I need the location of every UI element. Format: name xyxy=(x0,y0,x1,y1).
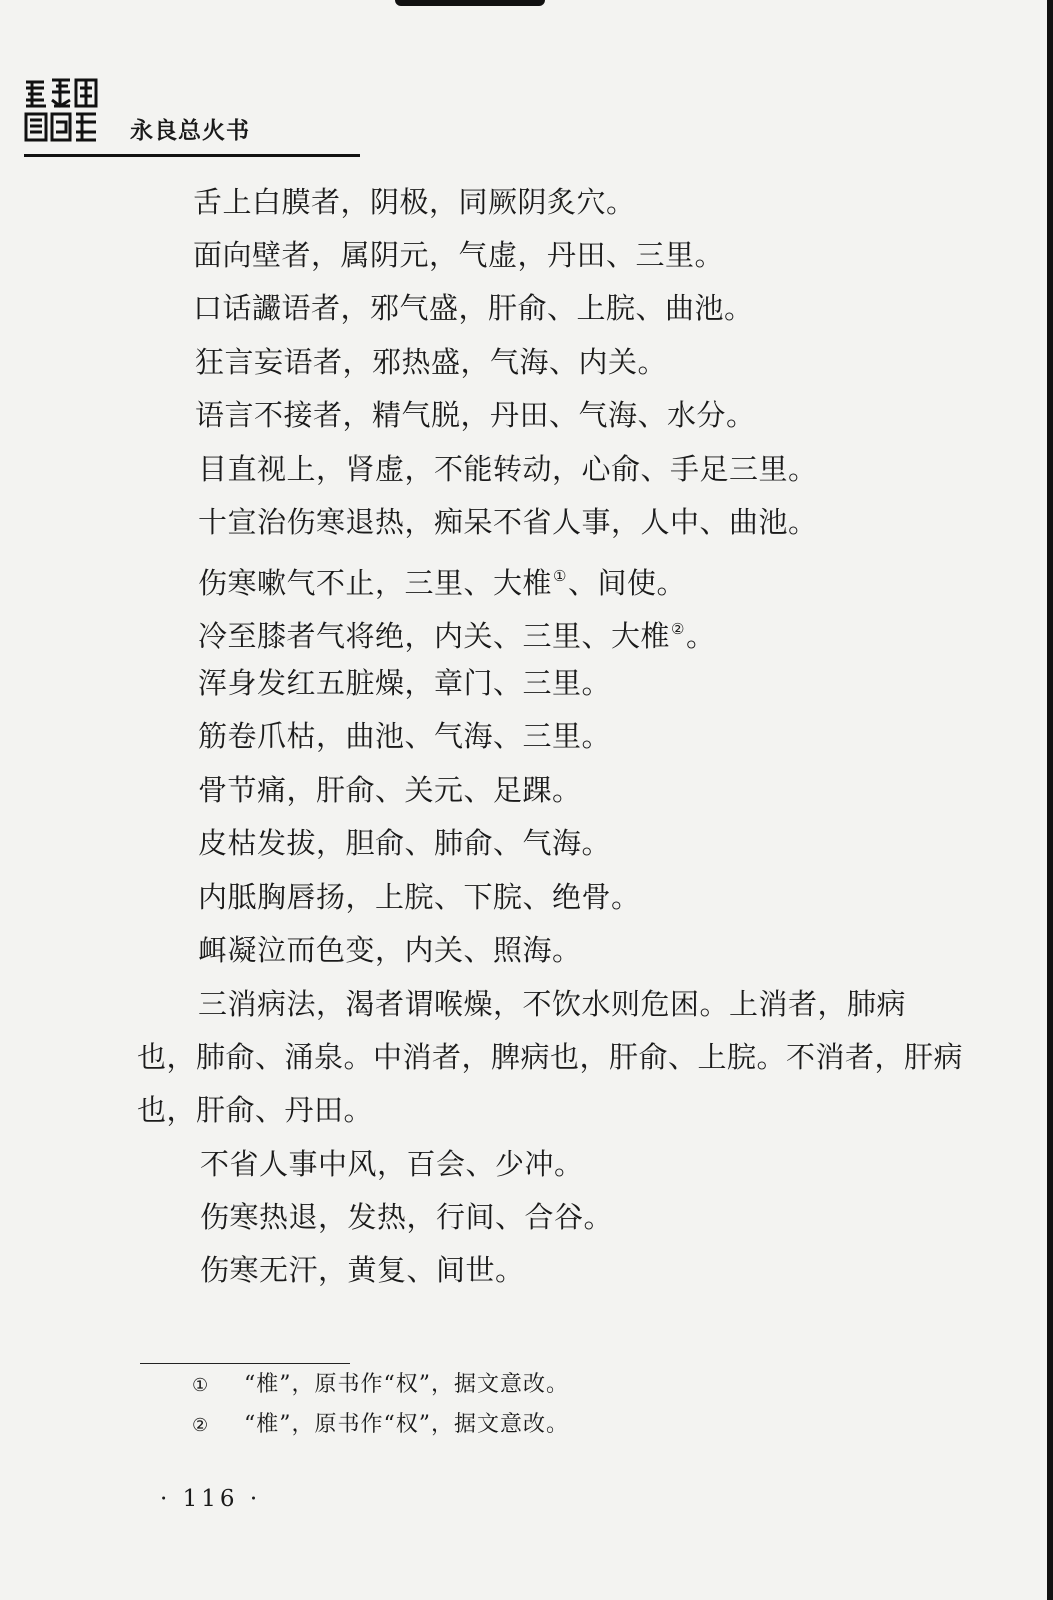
body-line-text: 也，肝俞、丹田。 xyxy=(137,1093,374,1127)
footnote-text: “椎”，原书作“权”，据文意改。 xyxy=(244,1412,569,1437)
body-line-text: 伤寒嗽气不止，三里、大椎 xyxy=(198,566,553,600)
body-line xyxy=(198,559,686,600)
body-line-text: 衈凝泣而色变，内关、照海。 xyxy=(198,933,582,967)
footnote xyxy=(192,1371,569,1400)
body-line-text: 面向壁者，属阴元，气虚，丹田、三里。 xyxy=(193,238,725,272)
body-line-text: 舌上白膜者，阴极，同厥阴炙穴。 xyxy=(193,185,636,219)
body-line xyxy=(200,1200,613,1234)
body-line-text: 浑身发红五脏燥，章门、三里。 xyxy=(198,666,612,700)
body-line-text: 内胝胸唇扬，上脘、下脘、绝骨。 xyxy=(198,880,641,914)
body-line-text: 狂言妄语者，邪热盛，气海、内关。 xyxy=(195,345,668,379)
footnote-rule xyxy=(140,1363,350,1364)
body-line xyxy=(198,880,641,914)
body-line xyxy=(200,1147,584,1181)
body-line xyxy=(198,773,582,807)
scan-right-edge xyxy=(1047,0,1053,1600)
seal-logo-icon xyxy=(22,76,100,146)
body-line xyxy=(198,933,582,967)
footnote-reference: ① xyxy=(553,567,567,585)
body-line-text: 骨节痛，肝俞、关元、足踝。 xyxy=(198,773,582,807)
body-line xyxy=(193,185,636,219)
body-line-text: 不省人事中风，百会、少冲。 xyxy=(200,1147,584,1181)
body-line xyxy=(198,612,715,653)
body-line-text: 语言不接者，精气脱，丹田、气海、水分。 xyxy=(195,398,756,432)
body-line xyxy=(195,345,667,379)
body-line xyxy=(198,666,611,700)
body-line-text: 伤寒无汗，黄复、间世。 xyxy=(200,1253,525,1287)
body-line-text: 皮枯发拔，胆俞、肺俞、气海。 xyxy=(198,826,612,860)
scan-edge-mark xyxy=(395,0,545,6)
body-line-text-continued: 。 xyxy=(685,619,716,653)
body-line xyxy=(193,238,724,272)
body-line-text: 筋卷爪枯，曲池、气海、三里。 xyxy=(198,719,612,753)
running-title: 永良总火书 xyxy=(130,118,250,144)
body-line xyxy=(193,291,754,325)
footnote-reference: ② xyxy=(671,620,685,638)
footnote-marker: ① xyxy=(192,1375,210,1396)
body-line-text: 十宣治伤寒退热，痴呆不省人事，人中、曲池。 xyxy=(198,505,818,539)
body-line xyxy=(198,826,611,860)
body-line-text-continued: 、间使。 xyxy=(567,566,686,600)
body-line-text: 口话讝语者，邪气盛，肝俞、上脘、曲池。 xyxy=(193,291,754,325)
body-line-text: 冷至膝者气将绝，内关、三里、大椎 xyxy=(198,619,671,653)
body-line xyxy=(198,505,818,539)
body-line xyxy=(137,1040,963,1074)
body-line xyxy=(198,452,818,486)
page-number: · 116 · xyxy=(160,1486,262,1512)
footnote xyxy=(192,1411,569,1440)
body-line-text: 三消病法，渴者谓喉燥，不饮水则危困。上消者，肺病 xyxy=(198,987,907,1021)
body-line-text: 伤寒热退，发热，行间、合谷。 xyxy=(200,1200,614,1234)
body-line xyxy=(198,719,611,753)
footnote-text: “椎”，原书作“权”，据文意改。 xyxy=(244,1372,569,1397)
header-rule xyxy=(24,154,360,157)
body-line xyxy=(137,1093,373,1127)
footnote-marker: ② xyxy=(192,1415,210,1436)
body-line xyxy=(195,398,756,432)
body-line-text: 也，肺俞、涌泉。中消者，脾病也，肝俞、上脘。不消者，肝病 xyxy=(137,1040,964,1074)
body-line xyxy=(198,987,906,1021)
body-line xyxy=(200,1253,525,1287)
body-line-text: 目直视上，肾虚，不能转动，心俞、手足三里。 xyxy=(198,452,818,486)
